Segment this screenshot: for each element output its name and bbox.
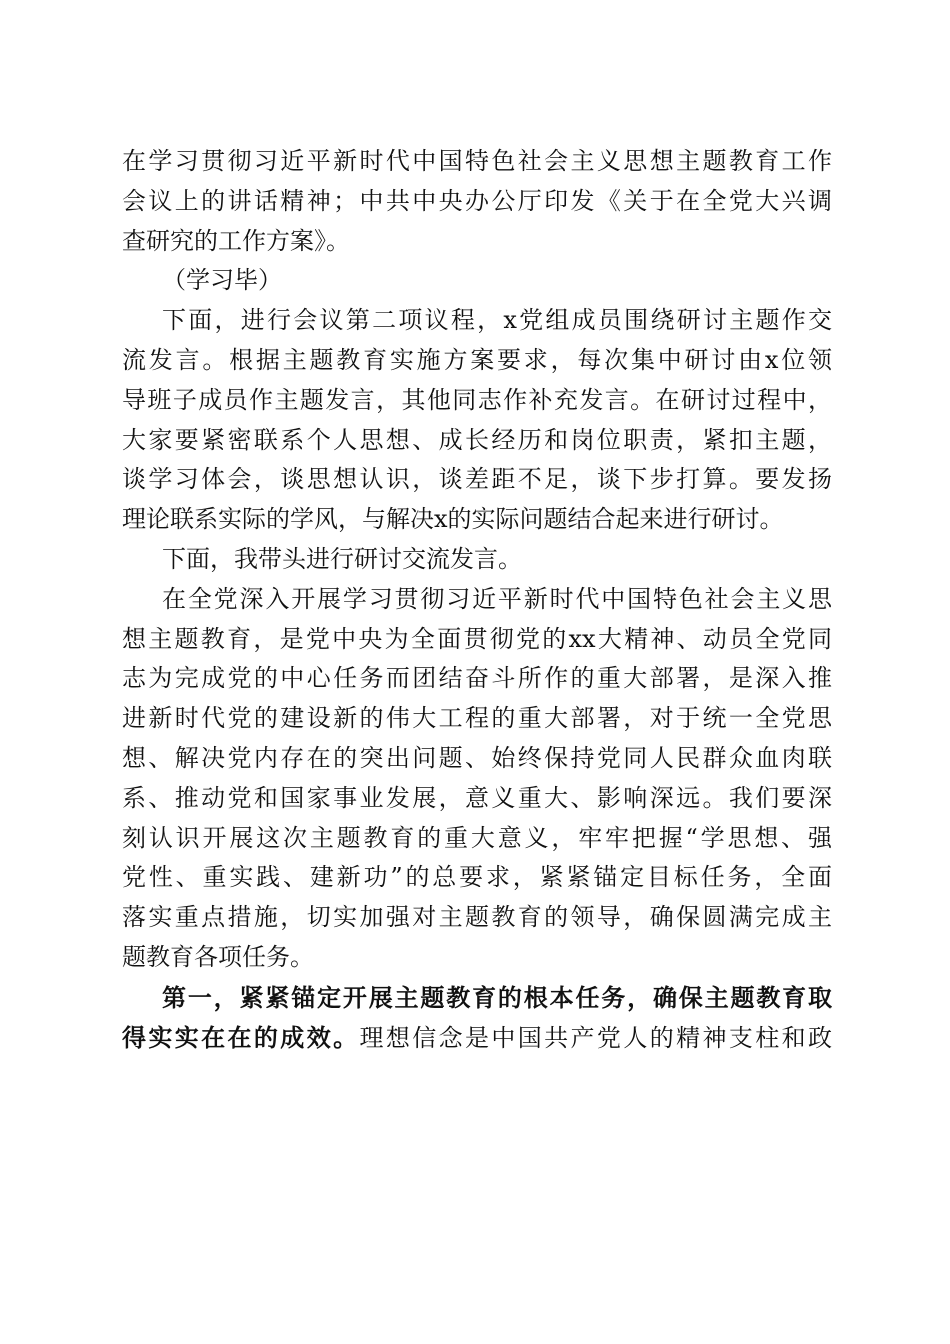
paragraph-agenda [122, 301, 832, 540]
text-line: 系、推动党和国家事业发展，意义重大、影响深远。我们要深 [122, 783, 832, 812]
paragraph-point-one [122, 978, 832, 1058]
paragraph-lead-speech [122, 540, 832, 580]
paragraph-continuation [122, 142, 832, 261]
text-line: 流发言。根据主题教育实施方案要求，每次集中研讨由x位领 [122, 345, 832, 374]
paragraph-study-done [122, 261, 832, 301]
text-line: 在学习贯彻习近平新时代中国特色社会主义思想主题教育工作 [122, 147, 832, 175]
section-heading-tail: 得实实在在的成效。 [122, 1022, 360, 1052]
text-line: 大家要紧密联系个人思想、成长经历和岗位职责，紧扣主题， [122, 425, 832, 454]
text-line: 下面，我带头进行研讨交流发言。 [162, 544, 522, 573]
text-line: 题教育各项任务。 [122, 942, 314, 971]
text-line: 导班子成员作主题发言，其他同志作补充发言。在研讨过程中， [122, 385, 832, 414]
text-line: 下面，进行会议第二项议程，x党组成员围绕研讨主题作交 [162, 306, 832, 335]
text-line: （学习毕） [162, 266, 282, 295]
text-line: 理论联系实际的学风，与解决x的实际问题结合起来进行研讨。 [122, 505, 784, 534]
text-line: 刻认识开展这次主题教育的重大意义，牢牢把握“学思想、强 [122, 823, 832, 852]
text-line: 落实重点措施，切实加强对主题教育的领导，确保圆满完成主 [122, 903, 832, 932]
text-segment: 理想信念是中国共产党人的精神支柱和政 [359, 1023, 833, 1052]
paragraph-main [122, 580, 832, 978]
text-line: 谈学习体会，谈思想认识，谈差距不足，谈下步打算。要发扬 [122, 465, 832, 494]
text-line: 想主题教育，是党中央为全面贯彻党的xx大精神、动员全党同 [122, 624, 832, 653]
text-line: 党性、重实践、建新功”的总要求，紧紧锚定目标任务，全面 [122, 863, 832, 892]
text-line: 在全党深入开展学习贯彻习近平新时代中国特色社会主义思 [162, 584, 832, 613]
text-line: 会议上的讲话精神；中共中央办公厅印发《关于在全党大兴调 [122, 186, 832, 215]
text-line: 查研究的工作方案》。 [122, 226, 350, 255]
text-line-mixed [122, 1018, 832, 1058]
text-line: 进新时代党的建设新的伟大工程的重大部署，对于统一全党思 [122, 704, 832, 733]
document-body [122, 142, 832, 1057]
section-heading-line: 第一，紧紧锚定开展主题教育的根本任务，确保主题教育取 [162, 982, 832, 1012]
text-line: 想、解决党内存在的突出问题、始终保持党同人民群众血肉联 [122, 743, 832, 772]
text-line: 志为完成党的中心任务而团结奋斗所作的重大部署，是深入推 [122, 664, 832, 693]
